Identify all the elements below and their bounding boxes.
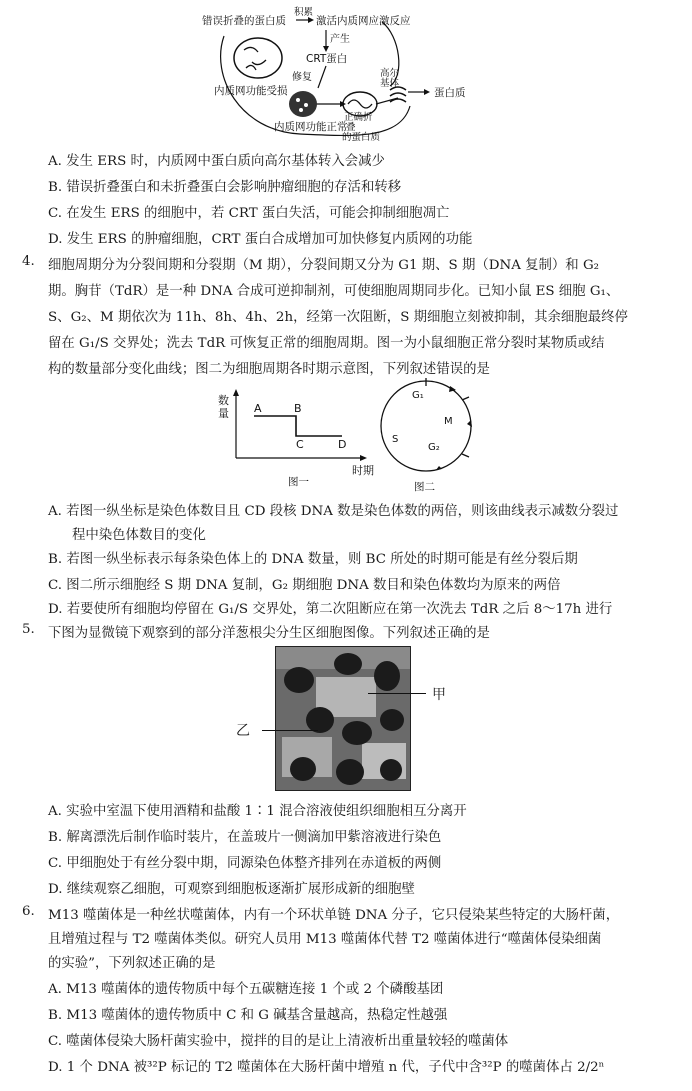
produce-label: 产生 <box>330 34 350 45</box>
pointer-line-yi <box>262 730 318 731</box>
figure-one-line-graph <box>212 384 380 494</box>
pointer-line-jia <box>368 693 426 694</box>
fig1-ylabel-2: 量 <box>218 407 229 420</box>
q5-number: 5. <box>22 622 35 637</box>
fig2-s-label: S <box>392 434 399 445</box>
q5-option-c: C. 甲细胞处于有丝分裂中期，同源染色体整齐排列在赤道板的两侧 <box>48 856 442 871</box>
repair-label: 修复 <box>292 72 312 83</box>
micrograph-image <box>275 646 411 791</box>
accumulate-label: 积累 <box>294 7 314 18</box>
q5-stem: 下图为显微镜下观察到的部分洋葱根尖分生区细胞图像。下列叙述正确的是 <box>48 626 490 641</box>
q5-option-b: B. 解离漂洗后制作临时装片，在盖玻片一侧滴加甲紫溶液进行染色 <box>48 830 442 845</box>
fig1-caption: 图一 <box>288 476 309 488</box>
q4-option-b: B. 若图一纵坐标表示每条染色体上的 DNA 数量，则 BC 所处的时期可能是有丝分裂后期 <box>48 552 578 567</box>
q4-stem-2: 期。胸苷（TdR）是一种 DNA 合成可逆抑制剂，可使细胞周期同步化。已知小鼠 ES 细胞 G₁、 <box>48 284 620 299</box>
q6-number: 6. <box>22 904 35 919</box>
q6-option-a: A. M13 噬菌体的遗传物质中每个五碳糖连接 1 个或 2 个磷酸基团 <box>48 982 444 997</box>
fig2-g1-label: G₁ <box>412 390 424 401</box>
q3-option-d: D. 发生 ERS 的肿瘤细胞，CRT 蛋白合成增加可加快修复内质网的功能 <box>48 232 473 247</box>
q4-stem-4: 留在 G₁/S 交界处；洗去 TdR 可恢复正常的细胞周期。图一为小鼠细胞正常分裂时某物质或结 <box>48 336 605 351</box>
q4-stem-1: 细胞周期分为分裂间期和分裂期（M 期），分裂间期又分为 G1 期、S 期（DNA 复制）和 G₂ <box>48 258 600 273</box>
ers-diagram <box>200 6 490 148</box>
q3-option-c: C. 在发生 ERS 的细胞中，若 CRT 蛋白失活，可能会抑制细胞凋亡 <box>48 206 450 221</box>
q4-option-a-cont: 程中染色体数目的变化 <box>72 528 206 543</box>
label-yi: 乙 <box>236 723 250 739</box>
label-jia: 甲 <box>432 687 446 703</box>
q6-option-b: B. M13 噬菌体的遗传物质中 C 和 G 碱基含量越高，热稳定性越强 <box>48 1008 448 1023</box>
crt-label: CRT蛋白 <box>306 53 348 65</box>
q4-stem-5: 构的数量部分变化曲线；图二为细胞周期各时期示意图，下列叙述错误的是 <box>48 362 490 377</box>
q6-stem-1: M13 噬菌体是一种丝状噬菌体，内有一个环状单链 DNA 分子，它只侵染某些特定的大肠杆菌， <box>48 908 620 923</box>
damaged-label: 内质网功能受损 <box>214 85 288 97</box>
q3-option-a: A. 发生 ERS 时，内质网中蛋白质向高尔基体转入会减少 <box>48 154 385 169</box>
q6-option-c: C. 噬菌体侵染大肠杆菌实验中，搅拌的目的是让上清液析出重量较轻的噬菌体 <box>48 1034 509 1049</box>
fig1-point-d: D <box>338 438 347 451</box>
fig1-point-c: C <box>296 438 304 451</box>
correct-label-1: 正确折 <box>344 112 373 123</box>
fig2-caption: 图二 <box>414 481 435 493</box>
q6-stem-3: 的实验”，下列叙述正确的是 <box>48 956 216 971</box>
activate-label: 激活内质网应激反应 <box>316 15 411 27</box>
golgi-label-2: 基体 <box>380 78 400 89</box>
q5-option-a: A. 实验中室温下使用酒精和盐酸 1∶1 混合溶液使组织细胞相互分离开 <box>48 804 467 819</box>
fig2-m-label: M <box>444 416 453 427</box>
q3-option-b: B. 错误折叠蛋白和未折叠蛋白会影响肿瘤细胞的存活和转移 <box>48 180 402 195</box>
misfold-label: 错误折叠的蛋白质 <box>202 15 286 27</box>
fig1-point-a: A <box>254 402 262 415</box>
protein-label: 蛋白质 <box>434 87 466 99</box>
fig1-xlabel: 时期 <box>352 464 374 477</box>
er-damaged-shape <box>234 38 282 78</box>
q4-option-d: D. 若要使所有细胞均停留在 G₁/S 交界处，第二次阻断应在第一次洗去 TdR 之后 8～17h 进行 <box>48 602 613 617</box>
fig2-g2-label: G₂ <box>428 442 440 453</box>
fig1-point-b: B <box>294 402 302 415</box>
q4-stem-3: S、G₂、M 期依次为 11h、8h、4h、2h，经第一次阻断，S 期细胞立刻被抑制，其余细胞最终停 <box>48 310 628 325</box>
figure-two-cell-cycle <box>372 370 490 498</box>
fig1-ylabel-1: 数 <box>218 394 229 407</box>
q6-stem-2: 且增殖过程与 T2 噬菌体类似。研究人员用 M13 噬菌体代替 T2 噬菌体进行“噬菌体侵染细菌 <box>48 932 602 947</box>
q6-option-d: D. 1 个 DNA 被³²P 标记的 T2 噬菌体在大肠杆菌中增殖 n 代，子代中含³²P 的噬菌体占 2/2ⁿ <box>48 1060 605 1075</box>
q4-option-a: A. 若图一纵坐标是染色体数目且 CD 段核 DNA 数是染色体数的两倍，则该曲线表示减数分裂过 <box>48 504 619 519</box>
q5-option-d: D. 继续观察乙细胞，可观察到细胞板逐渐扩展形成新的细胞壁 <box>48 882 415 897</box>
q4-option-c: C. 图二所示细胞经 S 期 DNA 复制，G₂ 期细胞 DNA 数目和染色体数均为原来的两倍 <box>48 578 561 593</box>
normal-label: 内质网功能正常 <box>274 121 348 133</box>
correct-label-2: 叠 <box>346 122 356 133</box>
q4-number: 4. <box>22 254 35 269</box>
golgi-label-1: 高尔 <box>380 68 400 79</box>
correct-label-3: 的蛋白质 <box>342 132 381 143</box>
